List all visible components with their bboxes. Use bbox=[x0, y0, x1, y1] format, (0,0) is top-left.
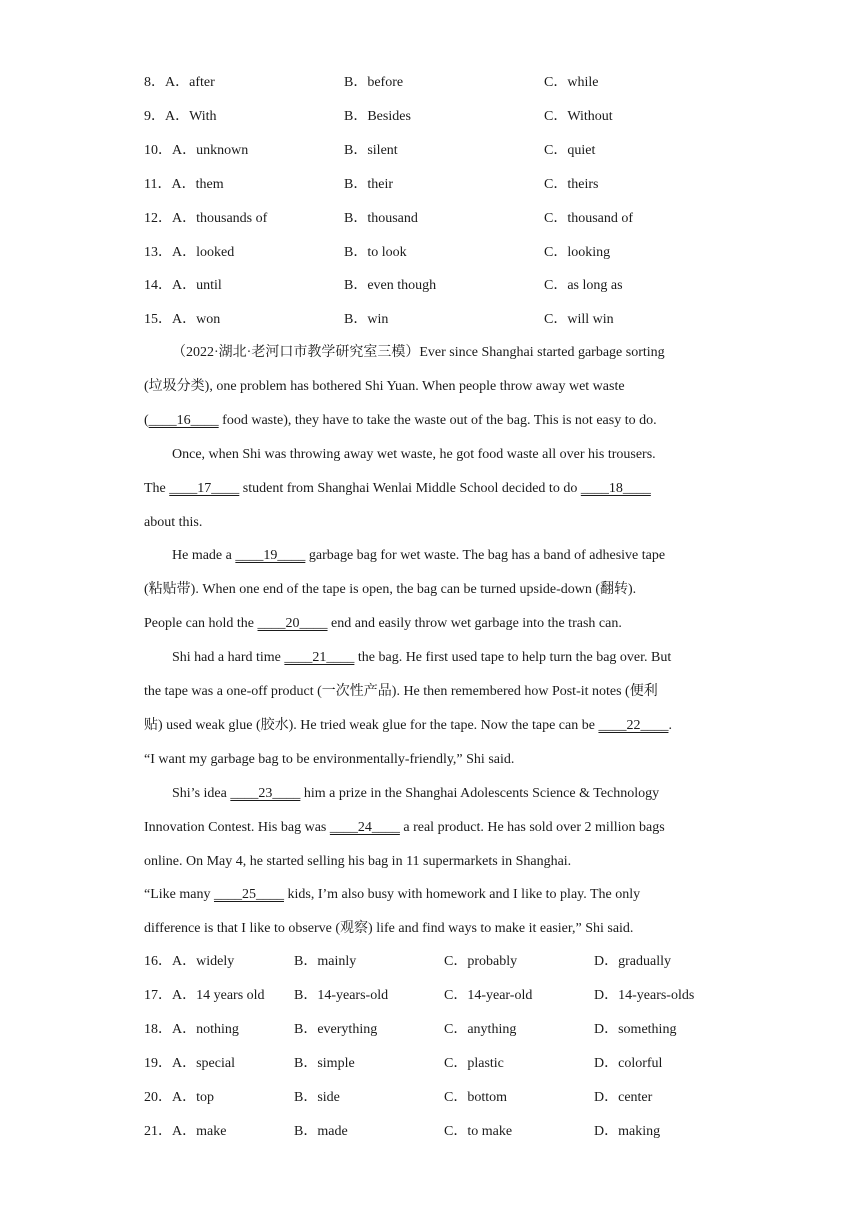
passage-line bbox=[144, 851, 724, 873]
option-d bbox=[594, 951, 671, 973]
option-text: C．probably bbox=[444, 954, 518, 969]
option-text: B．win bbox=[344, 312, 389, 328]
option-b bbox=[294, 985, 388, 1007]
question-number: 12． bbox=[144, 210, 172, 226]
answer-blank: ____25____ bbox=[213, 887, 284, 903]
option-b bbox=[344, 309, 388, 331]
option-text: D．center bbox=[594, 1089, 653, 1105]
option-c bbox=[544, 72, 598, 94]
question-row bbox=[0, 1019, 860, 1041]
option-text: C．plastic bbox=[444, 1055, 504, 1071]
option-text: D．making bbox=[594, 1123, 661, 1139]
answer-blank: ____21____ bbox=[284, 650, 355, 666]
option-text: B．even though bbox=[344, 278, 437, 294]
option-a bbox=[144, 242, 234, 264]
answer-blank: ____22____ bbox=[598, 717, 669, 733]
passage-text: (粘贴带). When one end of the tape is open, the bag can be turned upside-down (翻转). bbox=[144, 582, 637, 598]
option-c bbox=[444, 1019, 516, 1041]
passage-text: Innovation Contest. His bag was bbox=[144, 819, 330, 835]
question-row bbox=[0, 1053, 860, 1075]
answer-blank: ____16____ bbox=[148, 412, 219, 428]
question-number: 8． bbox=[144, 75, 165, 90]
passage-line bbox=[144, 715, 724, 737]
passage-text: . bbox=[668, 717, 672, 733]
answer-blank: ____23____ bbox=[230, 785, 301, 801]
question-row bbox=[0, 72, 860, 94]
option-text: C．looking bbox=[544, 244, 611, 260]
answer-blank: ____17____ bbox=[169, 480, 240, 496]
question-row bbox=[0, 174, 860, 196]
passage-line bbox=[172, 545, 724, 567]
option-c bbox=[444, 1121, 512, 1143]
option-c bbox=[444, 1087, 507, 1109]
option-a bbox=[144, 951, 234, 973]
question-row bbox=[0, 106, 860, 128]
option-b bbox=[344, 140, 398, 162]
option-c bbox=[444, 951, 517, 973]
option-text: A．make bbox=[172, 1123, 227, 1139]
option-d bbox=[594, 1087, 652, 1109]
passage-text: He made a bbox=[172, 548, 236, 564]
answer-blank: ____20____ bbox=[257, 616, 328, 632]
option-text: C．bottom bbox=[444, 1089, 508, 1105]
passage-line bbox=[144, 579, 724, 601]
option-text: A．after bbox=[165, 75, 215, 90]
option-text: B．simple bbox=[294, 1055, 355, 1071]
passage-text: Shi’s idea bbox=[172, 785, 231, 801]
passage-text: the tape was a one-off product (一次性产品). He then remembered how Post-it notes (便利 bbox=[144, 684, 658, 699]
option-a bbox=[144, 275, 222, 297]
passage-line bbox=[144, 613, 724, 635]
question-number: 21． bbox=[144, 1123, 172, 1139]
passage-text: food waste), they have to take the waste out of the bag. This is not easy to do. bbox=[218, 412, 657, 428]
answer-blank: ____19____ bbox=[235, 548, 306, 564]
question-number: 13． bbox=[144, 244, 172, 260]
option-c bbox=[544, 140, 595, 162]
question-number: 17． bbox=[144, 987, 172, 1003]
passage-line bbox=[172, 342, 724, 364]
passage-text: student from Shanghai Wenlai Middle School decided to do bbox=[239, 480, 581, 496]
option-text: B．before bbox=[344, 75, 404, 90]
option-text: B．mainly bbox=[294, 954, 357, 969]
question-number: 11． bbox=[144, 176, 172, 192]
option-c bbox=[444, 1053, 504, 1075]
option-b bbox=[344, 106, 411, 128]
option-c bbox=[544, 208, 633, 230]
option-a bbox=[144, 1087, 214, 1109]
option-text: A．widely bbox=[172, 954, 235, 969]
option-c bbox=[544, 106, 613, 128]
option-text: C．theirs bbox=[544, 176, 599, 192]
option-text: A．14 years old bbox=[172, 987, 265, 1003]
passage-text: about this. bbox=[144, 514, 203, 530]
option-text: B．thousand bbox=[344, 210, 418, 226]
passage-line bbox=[172, 783, 724, 805]
option-text: A．top bbox=[172, 1089, 214, 1105]
option-text: A．nothing bbox=[172, 1021, 239, 1037]
option-text: A．them bbox=[171, 176, 224, 192]
option-text: C．thousand of bbox=[544, 210, 634, 226]
passage-text: him a prize in the Shanghai Adolescents Science & Technology bbox=[300, 785, 660, 801]
option-text: A．special bbox=[172, 1055, 235, 1071]
option-d bbox=[594, 1053, 662, 1075]
option-text: B．Besides bbox=[344, 108, 411, 124]
option-text: B．side bbox=[294, 1089, 340, 1105]
option-a bbox=[144, 72, 215, 94]
passage-line bbox=[144, 478, 724, 500]
question-row bbox=[0, 309, 860, 331]
question-number: 18． bbox=[144, 1021, 172, 1037]
option-text: D．14-years-olds bbox=[594, 987, 695, 1003]
passage-line bbox=[144, 749, 724, 771]
passage-line bbox=[172, 444, 724, 466]
option-text: B．made bbox=[294, 1123, 348, 1139]
option-c bbox=[544, 275, 623, 297]
option-a bbox=[144, 106, 217, 128]
option-text: C．anything bbox=[444, 1021, 517, 1037]
option-text: D．something bbox=[594, 1021, 677, 1037]
question-number: 10． bbox=[144, 142, 172, 158]
option-a bbox=[144, 985, 265, 1007]
passage-text: Once, when Shi was throwing away wet waste, he got food waste all over his trousers. bbox=[172, 446, 656, 462]
option-c bbox=[544, 309, 614, 331]
option-c bbox=[444, 985, 532, 1007]
passage-text: garbage bag for wet waste. The bag has a band of adhesive tape bbox=[305, 548, 666, 564]
option-text: B．their bbox=[344, 176, 393, 192]
option-text: B．to look bbox=[344, 244, 407, 260]
option-text: C．quiet bbox=[544, 142, 596, 158]
option-text: C．while bbox=[544, 75, 599, 90]
passage-text: The bbox=[144, 480, 170, 496]
question-row bbox=[0, 1087, 860, 1109]
question-row bbox=[0, 951, 860, 973]
question-row bbox=[0, 985, 860, 1007]
option-text: A．With bbox=[165, 108, 217, 124]
option-b bbox=[344, 72, 403, 94]
option-text: A．unknown bbox=[172, 142, 249, 158]
question-row bbox=[0, 1121, 860, 1143]
answer-blank: ____18____ bbox=[580, 480, 651, 496]
passage-text: 贴) used weak glue (胶水). He tried weak glue for the tape. Now the tape can be bbox=[144, 717, 599, 733]
question-row bbox=[0, 275, 860, 297]
passage-line bbox=[144, 817, 724, 839]
option-c bbox=[544, 174, 598, 196]
option-a bbox=[144, 1121, 226, 1143]
passage-text: end and easily throw wet garbage into the trash can. bbox=[327, 616, 622, 632]
option-b bbox=[344, 275, 436, 297]
question-number: 19． bbox=[144, 1055, 172, 1071]
option-b bbox=[294, 951, 356, 973]
option-text: C．to make bbox=[444, 1123, 513, 1139]
passage-text: a real product. He has sold over 2 million bags bbox=[399, 819, 665, 835]
passage-text: the bag. He first used tape to help turn the bag over. But bbox=[354, 650, 672, 666]
option-text: D．gradually bbox=[594, 954, 671, 969]
answer-blank: ____24____ bbox=[329, 819, 400, 835]
passage-line bbox=[144, 512, 724, 534]
passage-line bbox=[144, 410, 724, 432]
option-d bbox=[594, 1121, 660, 1143]
question-row bbox=[0, 140, 860, 162]
option-a bbox=[144, 140, 248, 162]
option-a bbox=[144, 1019, 239, 1041]
option-b bbox=[294, 1053, 355, 1075]
option-text: A．until bbox=[172, 278, 222, 294]
passage-text: Shi had a hard time bbox=[172, 650, 285, 666]
option-c bbox=[544, 242, 610, 264]
passage-line bbox=[144, 376, 724, 398]
passage-line bbox=[144, 681, 724, 703]
option-a bbox=[144, 1053, 235, 1075]
passage-text: “I want my garbage bag to be environmentally-friendly,” Shi said. bbox=[144, 751, 515, 767]
passage-text: (垃圾分类), one problem has bothered Shi Yuan. When people throw away wet waste bbox=[144, 378, 625, 394]
passage-text: online. On May 4, he started selling his bag in 11 supermarkets in Shanghai. bbox=[144, 853, 572, 869]
option-text: B．everything bbox=[294, 1021, 378, 1037]
option-text: A．won bbox=[172, 312, 221, 328]
option-a bbox=[144, 174, 224, 196]
option-d bbox=[594, 1019, 676, 1041]
passage-text: People can hold the bbox=[144, 616, 258, 632]
option-b bbox=[344, 242, 407, 264]
passage-text: “Like many bbox=[144, 887, 214, 903]
option-b bbox=[294, 1087, 340, 1109]
option-text: B．silent bbox=[344, 142, 398, 158]
option-text: A．looked bbox=[172, 244, 235, 260]
option-text: C．will win bbox=[544, 312, 614, 328]
question-number: 16． bbox=[144, 954, 172, 969]
option-text: C．Without bbox=[544, 108, 613, 124]
option-text: C．14-year-old bbox=[444, 987, 533, 1003]
passage-line bbox=[172, 647, 724, 669]
passage-text: ( bbox=[144, 412, 149, 428]
option-text: B．14-years-old bbox=[294, 987, 389, 1003]
passage-line bbox=[144, 884, 724, 906]
option-text: D．colorful bbox=[594, 1055, 663, 1071]
question-number: 9． bbox=[144, 108, 165, 124]
question-row bbox=[0, 208, 860, 230]
option-b bbox=[294, 1019, 377, 1041]
passage-text: difference is that I like to observe (观察) life and find ways to make it easier,” Shi said. bbox=[144, 921, 634, 937]
question-number: 15． bbox=[144, 312, 172, 328]
passage-text: （2022·湖北·老河口市教学研究室三模）Ever since Shanghai started garbage sorting bbox=[172, 345, 665, 360]
option-b bbox=[344, 208, 418, 230]
question-number: 14． bbox=[144, 278, 172, 294]
option-b bbox=[294, 1121, 348, 1143]
question-number: 20． bbox=[144, 1089, 172, 1105]
option-a bbox=[144, 208, 267, 230]
option-b bbox=[344, 174, 393, 196]
option-d bbox=[594, 985, 694, 1007]
question-row bbox=[0, 242, 860, 264]
passage-text: kids, I’m also busy with homework and I like to play. The only bbox=[283, 887, 641, 903]
option-text: C．as long as bbox=[544, 278, 623, 294]
option-a bbox=[144, 309, 220, 331]
option-text: A．thousands of bbox=[172, 210, 268, 226]
passage-line bbox=[144, 918, 724, 940]
